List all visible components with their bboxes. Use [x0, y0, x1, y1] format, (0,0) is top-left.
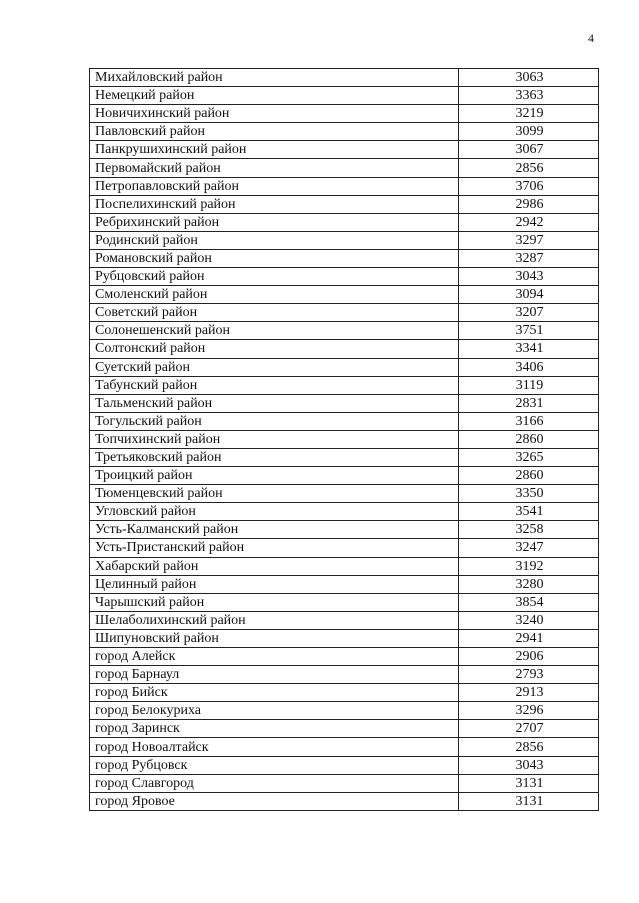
table-row [90, 322, 599, 340]
table-row [90, 213, 599, 231]
district-value-cell: 3363 [459, 87, 599, 105]
district-value-cell: 3131 [459, 774, 599, 792]
district-value-cell: 2707 [459, 720, 599, 738]
table-row [90, 141, 599, 159]
district-value-cell: 3094 [459, 286, 599, 304]
district-value-cell: 3247 [459, 539, 599, 557]
district-value-cell: 3192 [459, 557, 599, 575]
table-row [90, 87, 599, 105]
district-name-cell: Романовский район [90, 249, 459, 267]
table-row [90, 521, 599, 539]
table-row [90, 105, 599, 123]
district-name-cell: Угловский район [90, 503, 459, 521]
district-name-cell: Третьяковский район [90, 448, 459, 466]
district-value-cell: 2906 [459, 648, 599, 666]
district-value-cell: 2942 [459, 213, 599, 231]
district-value-cell: 3751 [459, 322, 599, 340]
district-name-cell: Первомайский район [90, 159, 459, 177]
district-value-cell: 3063 [459, 69, 599, 87]
district-name-cell: Усть-Пристанский район [90, 539, 459, 557]
table-row [90, 702, 599, 720]
district-value-cell: 3166 [459, 412, 599, 430]
district-name-cell: Тальменский район [90, 394, 459, 412]
district-value-cell: 3280 [459, 575, 599, 593]
district-name-cell: Шелаболихинский район [90, 611, 459, 629]
district-value-cell: 3341 [459, 340, 599, 358]
district-value-cell: 2856 [459, 159, 599, 177]
district-value-cell: 3131 [459, 792, 599, 810]
table-row [90, 503, 599, 521]
table-row [90, 159, 599, 177]
table-row [90, 376, 599, 394]
table-row [90, 774, 599, 792]
table-row [90, 720, 599, 738]
district-value-cell: 2941 [459, 629, 599, 647]
district-value-cell: 2986 [459, 195, 599, 213]
table-row [90, 539, 599, 557]
district-value-cell: 2913 [459, 684, 599, 702]
district-value-cell: 3043 [459, 756, 599, 774]
district-name-cell: Тюменцевский район [90, 485, 459, 503]
table-row [90, 358, 599, 376]
district-name-cell: Целинный район [90, 575, 459, 593]
district-value-cell: 3541 [459, 503, 599, 521]
table-row [90, 648, 599, 666]
district-name-cell: Родинский район [90, 231, 459, 249]
district-name-cell: Солтонский район [90, 340, 459, 358]
table-row [90, 177, 599, 195]
district-name-cell: Павловский район [90, 123, 459, 141]
district-value-cell: 3099 [459, 123, 599, 141]
table-row [90, 69, 599, 87]
table-row [90, 123, 599, 141]
table-row [90, 412, 599, 430]
table-row [90, 394, 599, 412]
district-name-cell: Суетский район [90, 358, 459, 376]
table-row [90, 666, 599, 684]
district-name-cell: город Яровое [90, 792, 459, 810]
table-body [90, 69, 599, 811]
district-name-cell: Солонешенский район [90, 322, 459, 340]
district-name-cell: город Новоалтайск [90, 738, 459, 756]
table-row [90, 268, 599, 286]
table-row [90, 629, 599, 647]
district-value-cell: 2831 [459, 394, 599, 412]
table-row [90, 286, 599, 304]
table-row [90, 340, 599, 358]
district-name-cell: город Заринск [90, 720, 459, 738]
district-name-cell: Табунский район [90, 376, 459, 394]
district-name-cell: Петропавловский район [90, 177, 459, 195]
district-value-cell: 3207 [459, 304, 599, 322]
table-row [90, 792, 599, 810]
table-row [90, 304, 599, 322]
table-row [90, 756, 599, 774]
table-row [90, 467, 599, 485]
district-name-cell: Ребрихинский район [90, 213, 459, 231]
district-name-cell: Михайловский район [90, 69, 459, 87]
district-value-cell: 2860 [459, 467, 599, 485]
district-value-cell: 2860 [459, 430, 599, 448]
district-value-cell: 3296 [459, 702, 599, 720]
table-row [90, 448, 599, 466]
district-name-cell: город Бийск [90, 684, 459, 702]
district-value-cell: 3067 [459, 141, 599, 159]
district-value-cell: 3706 [459, 177, 599, 195]
district-value-cell: 3240 [459, 611, 599, 629]
district-name-cell: Шипуновский район [90, 629, 459, 647]
district-name-cell: Троицкий район [90, 467, 459, 485]
district-value-cell: 3350 [459, 485, 599, 503]
district-value-cell: 2793 [459, 666, 599, 684]
district-value-cell: 3297 [459, 231, 599, 249]
district-value-cell: 3043 [459, 268, 599, 286]
district-name-cell: город Белокуриха [90, 702, 459, 720]
district-name-cell: Панкрушихинский район [90, 141, 459, 159]
page-number: 4 [588, 31, 594, 45]
district-value-cell: 3119 [459, 376, 599, 394]
table-row [90, 738, 599, 756]
district-value-cell: 3287 [459, 249, 599, 267]
district-name-cell: Усть-Калманский район [90, 521, 459, 539]
district-name-cell: Топчихинский район [90, 430, 459, 448]
district-values-table [89, 68, 599, 811]
district-name-cell: город Рубцовск [90, 756, 459, 774]
table-row [90, 195, 599, 213]
district-name-cell: Хабарский район [90, 557, 459, 575]
district-name-cell: Советский район [90, 304, 459, 322]
table-row [90, 231, 599, 249]
district-name-cell: Рубцовский район [90, 268, 459, 286]
table-row [90, 485, 599, 503]
district-name-cell: Смоленский район [90, 286, 459, 304]
district-name-cell: город Алейск [90, 648, 459, 666]
table-row [90, 575, 599, 593]
district-name-cell: Поспелихинский район [90, 195, 459, 213]
table-row [90, 684, 599, 702]
district-value-cell: 3406 [459, 358, 599, 376]
district-name-cell: Чарышский район [90, 593, 459, 611]
district-value-cell: 3265 [459, 448, 599, 466]
table-row [90, 557, 599, 575]
district-name-cell: Тогульский район [90, 412, 459, 430]
table-row [90, 593, 599, 611]
district-value-cell: 3258 [459, 521, 599, 539]
table-row [90, 611, 599, 629]
district-name-cell: город Барнаул [90, 666, 459, 684]
district-value-cell: 2856 [459, 738, 599, 756]
district-value-cell: 3854 [459, 593, 599, 611]
district-name-cell: Немецкий район [90, 87, 459, 105]
table-row [90, 249, 599, 267]
table-row [90, 430, 599, 448]
district-name-cell: Новичихинский район [90, 105, 459, 123]
district-name-cell: город Славгород [90, 774, 459, 792]
district-value-cell: 3219 [459, 105, 599, 123]
